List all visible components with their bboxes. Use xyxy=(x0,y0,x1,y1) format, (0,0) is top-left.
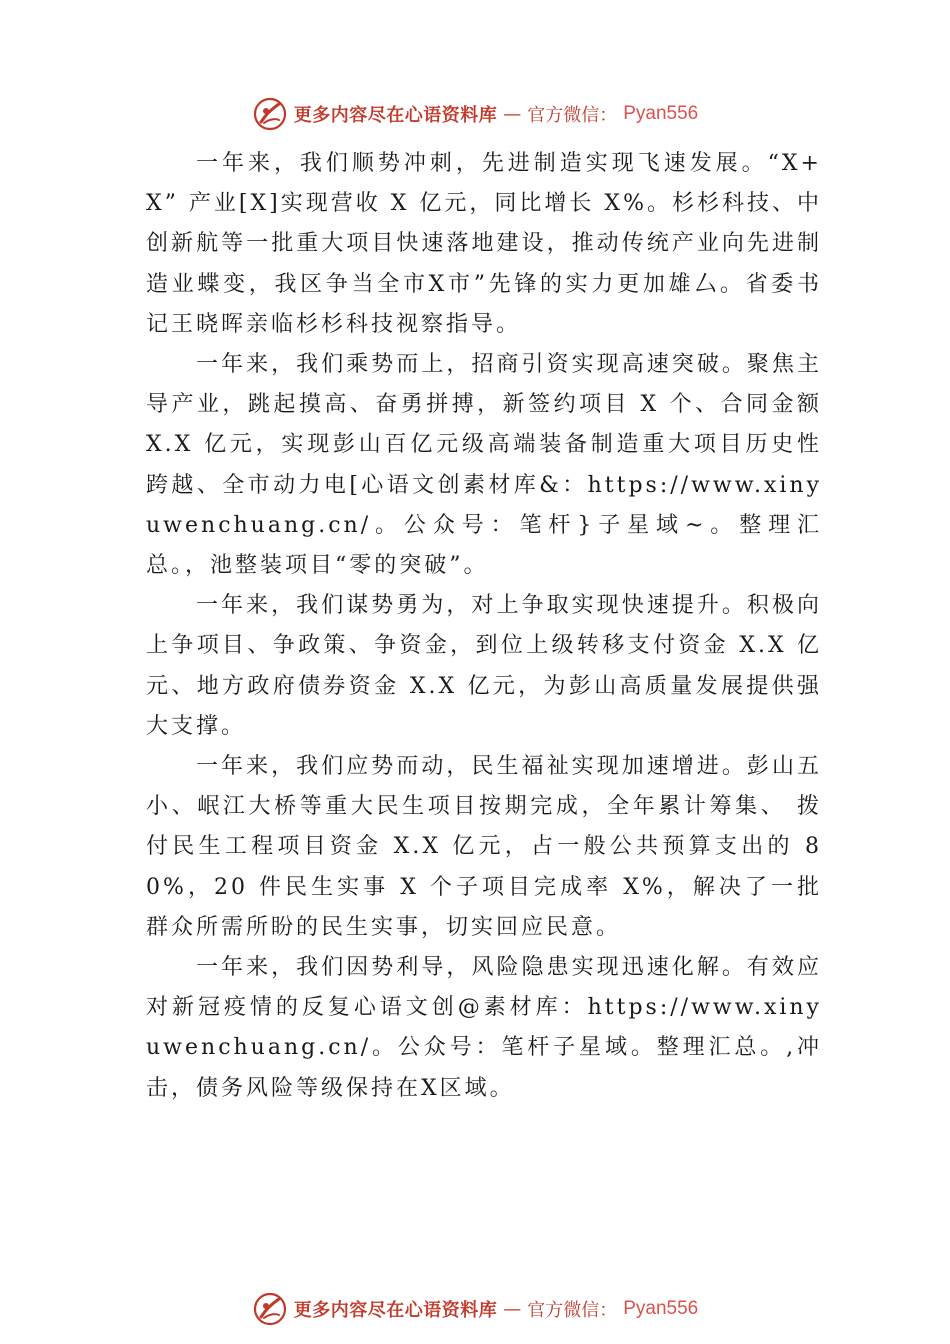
red-brush-logo-icon xyxy=(252,96,288,132)
banner-wechat-id: Pyan556 xyxy=(623,1298,699,1319)
paragraph-4: 一年来，我们应势而动，民生福祉实现加速增进。彭山五小、岷江大桥等重大民生项目按期完成，全年累计筹集、 拨付民生工程项目资金 X.X 亿元，占一般公共预算支出的 80%，20 件民生实事 X 个子项目完成率 X%，解决了一批群众所需所盼的民生实事，切实回应民意。 xyxy=(146,754,822,940)
banner-wechat-label: 官方微信： xyxy=(527,1300,618,1321)
banner-dash: — xyxy=(503,103,522,125)
paragraph-3: 一年来，我们谋势勇为，对上争取实现快速提升。积极向上争项目、争政策、争资金，到位上级转移支付资金 X.X 亿元、地方政府债券资金 X.X 亿元，为彭山高质量发展提供强大支撑。 xyxy=(146,593,822,739)
paragraph-5: 一年来，我们因势利导，风险隐患实现迅速化解。有效应对新冠疫情的反复心语文创@素材库：https://www.xinyuwenchuang.cn/。公众号：笔杆子星域。整理汇总。,冲击，债务风险等级保持在X区域。 xyxy=(146,955,822,1101)
document-body xyxy=(146,144,822,1109)
banner-title: 更多内容尽在心语资料库 xyxy=(293,105,498,126)
footer-banner xyxy=(0,1291,950,1327)
banner-title: 更多内容尽在心语资料库 xyxy=(293,1300,498,1321)
header-banner xyxy=(0,96,950,132)
paragraph-1: 一年来，我们顺势冲刺，先进制造实现飞速发展。“X+X” 产业[X]实现营收 X 亿元，同比增长 X%。杉杉科技、中创新航等一批重大项目快速落地建设，推动传统产业向先进制造业蝶变，我区争当全市X市”先锋的实力更加雄厶。省委书记王晓晖亲临杉杉科技视察指导。 xyxy=(146,151,822,337)
banner-dash: — xyxy=(503,1298,522,1320)
red-brush-logo-icon xyxy=(252,1291,288,1327)
paragraph-2: 一年来，我们乘势而上，招商引资实现高速突破。聚焦主导产业，跳起摸高、奋勇拼搏，新签约项目 X 个、合同金额 X.X 亿元，实现彭山百亿元级高端装备制造重大项目历史性跨越、全市动力电[心语文创素材库&：https://www.xinyuwenchuang.cn/。公众号：笔杆}子星域~。整理汇总。，池整装项目“零的突破”。 xyxy=(146,352,822,579)
banner-wechat-label: 官方微信： xyxy=(527,105,618,126)
banner-wechat-id: Pyan556 xyxy=(623,103,699,124)
